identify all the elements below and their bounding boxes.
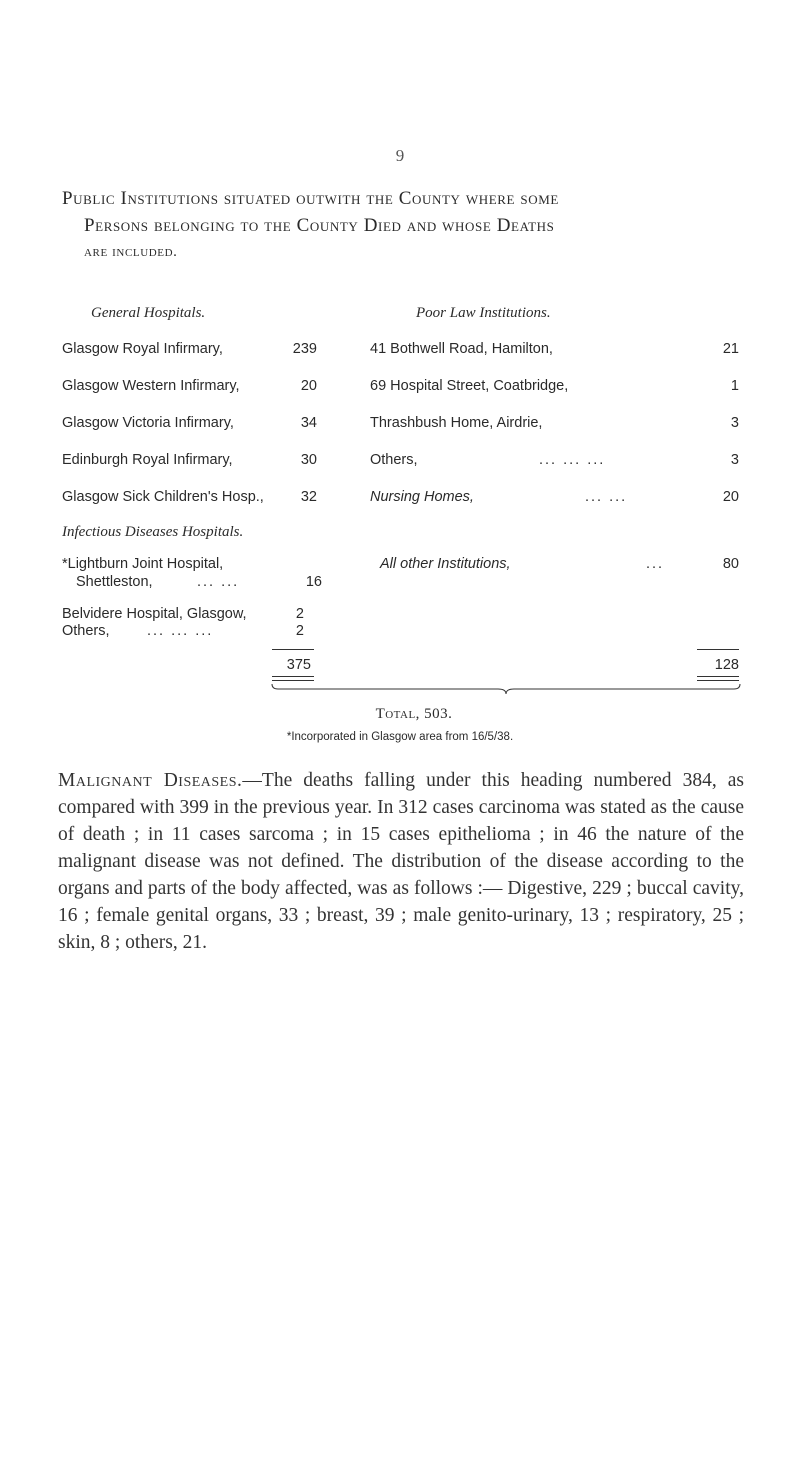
inf-row-name: Belvidere Hospital, Glasgow, [62, 606, 247, 622]
pl-row-name: 69 Hospital Street, Coatbridge, [370, 378, 569, 394]
leader-dots: ... [646, 556, 665, 572]
inf-row-name: Others, [62, 623, 110, 639]
paragraph-text: —The deaths falling under this heading numbered 384, as compared with 399 in the previous year. In 312 cases carcinoma was stated as the cause of death ; in 11 cases sarcoma ; in 15 cases epithelioma ; in 46 the nature of the malignant disease was not defined. The distribution of the disease according to the organs and parts of the body affected, was as follows :— Digestive, 229 ; buccal cavity, 16 ; female genital organs, 33 ; breast, 39 ; male genito-urinary, 13 ; respiratory, 25 ; skin, 8 ; others, 21. [58, 770, 744, 953]
pl-row-value: 21 [722, 341, 739, 357]
gh-row-name: Glasgow Western Infirmary, [62, 378, 240, 394]
pl-row-value: 1 [730, 378, 739, 394]
left-subtotal: 375 [286, 657, 311, 673]
other-institutions-name: All other Institutions, [380, 556, 511, 572]
paragraph-lead: Malignant Diseases. [58, 770, 243, 791]
sum-rule [697, 649, 739, 650]
double-rule [272, 676, 314, 681]
pl-row-name: Thrashbush Home, Airdrie, [370, 415, 543, 431]
leader-dots: ... ... ... [539, 452, 606, 468]
leader-dots: ... ... [585, 489, 628, 505]
double-rule [697, 676, 739, 681]
inf-row-value: 2 [295, 606, 304, 622]
gh-row-value: 20 [300, 378, 317, 394]
nursing-homes-name: Nursing Homes, [370, 489, 474, 505]
heading-line-3: are included. [84, 244, 178, 260]
heading-line-2: Persons belonging to the County Died and whose Deaths [84, 215, 555, 236]
inf-row-value: 2 [295, 623, 304, 639]
poor-law-title: Poor Law Institutions. [416, 305, 551, 321]
pl-row-name: 41 Bothwell Road, Hamilton, [370, 341, 553, 357]
leader-dots: ... ... [197, 574, 240, 590]
total-brace [270, 682, 742, 696]
infectious-title: Infectious Diseases Hospitals. [62, 524, 244, 540]
pl-row-value: 3 [730, 452, 739, 468]
inf-row-name: *Lightburn Joint Hospital, [62, 556, 224, 572]
leader-dots: ... ... ... [147, 623, 214, 639]
pl-row-value: 3 [730, 415, 739, 431]
inf-row-value: 16 [305, 574, 322, 590]
nursing-homes-value: 20 [722, 489, 739, 505]
inf-row-name-2: Shettleston, [76, 574, 153, 590]
gh-row-name: Edinburgh Royal Infirmary, [62, 452, 233, 468]
gh-row-value: 32 [300, 489, 317, 505]
sum-rule [272, 649, 314, 650]
gh-row-value: 30 [300, 452, 317, 468]
gh-row-name: Glasgow Sick Children's Hosp., [62, 489, 264, 505]
gh-row-value: 239 [292, 341, 317, 357]
footnote: *Incorporated in Glasgow area from 16/5/38. [286, 731, 514, 743]
right-subtotal: 128 [714, 657, 739, 673]
general-hospitals-title: General Hospitals. [91, 305, 206, 321]
gh-row-name: Glasgow Victoria Infirmary, [62, 415, 234, 431]
gh-row-value: 34 [300, 415, 317, 431]
heading-line-1: Public Institutions situated outwith the County where some [62, 188, 559, 209]
malignant-diseases-paragraph [58, 767, 744, 956]
gh-row-name: Glasgow Royal Infirmary, [62, 341, 223, 357]
grand-total: Total, 503. [375, 706, 453, 722]
page-number: 9 [395, 146, 405, 165]
pl-row-name: Others, [370, 452, 418, 468]
other-institutions-value: 80 [722, 556, 739, 572]
section-heading [62, 185, 742, 266]
